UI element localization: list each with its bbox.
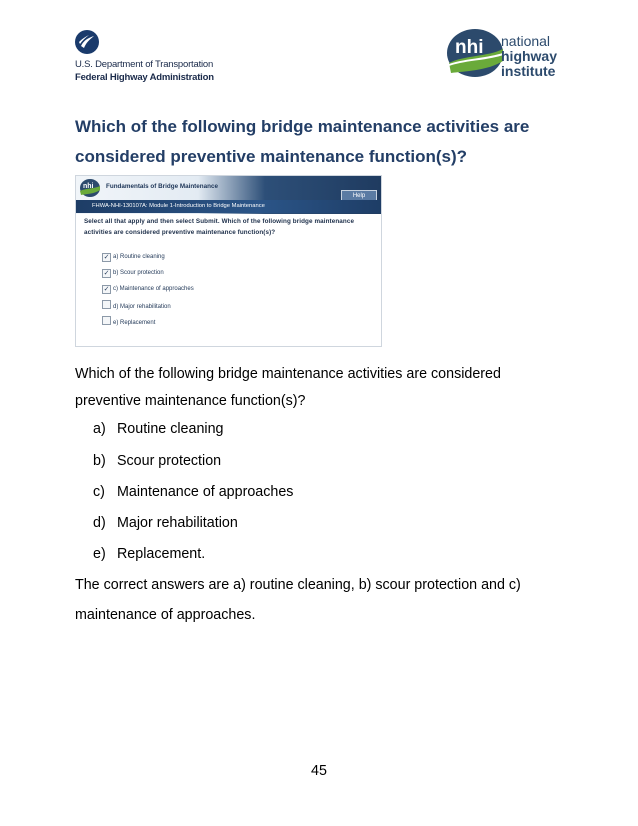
answer-letter: e) [93, 546, 106, 562]
answer-text: Scour protection [116, 453, 222, 469]
option-label: c) Maintenance of approaches [113, 286, 194, 292]
answer-text: Replacement. [116, 546, 206, 562]
answer-letter: a) [93, 421, 106, 437]
nhi-word-highway: highway [501, 48, 558, 64]
answer-text: Routine cleaning [116, 421, 224, 437]
dot-department-name: U.S. Department of Transportation [75, 59, 214, 70]
option-routine-cleaning[interactable] [102, 252, 165, 262]
page-number: 45 [311, 763, 327, 779]
module-title: FHWA-NHI-130107A: Module 1-Introduction to Bridge Maintenance [76, 200, 381, 213]
usdot-logo-icon [75, 30, 99, 54]
question-heading: Which of the following bridge maintenance activities are considered preventive maintenance function(s)? [75, 117, 530, 166]
answer-item [93, 514, 238, 532]
answer-text: Maintenance of approaches [116, 484, 294, 500]
answer-item [93, 483, 293, 501]
answer-item [93, 452, 221, 470]
answer-item [93, 545, 205, 563]
screenshot-instructions: Select all that apply and then select Submit. Which of the following bridge maintenance activities are considered preventive maintenance function(s)? [84, 218, 355, 236]
answer-item [93, 420, 224, 438]
nhi-wordmark [501, 34, 557, 79]
checkbox-unchecked-icon[interactable] [102, 300, 111, 309]
fhwa-name: Federal Highway Administration [75, 72, 214, 83]
nhi-logo-text: nhi [455, 37, 484, 58]
answer-letter: d) [93, 515, 106, 531]
checkbox-checked-icon[interactable]: ✓ [103, 270, 110, 277]
nhi-small-logo-text: nhi [83, 183, 94, 190]
course-title: Fundamentals of Bridge Maintenance [106, 183, 218, 190]
option-label: a) Routine cleaning [113, 254, 165, 260]
nhi-word-institute: institute [501, 63, 556, 79]
answer-letter: c) [93, 484, 105, 500]
option-label: e) Replacement [113, 320, 156, 326]
nhi-small-logo-icon [79, 178, 101, 198]
answer-text: Major rehabilitation [116, 515, 238, 531]
checkbox-unchecked-icon[interactable] [102, 316, 111, 325]
option-major-rehabilitation[interactable] [102, 300, 171, 310]
body-question: Which of the following bridge maintenance activities are considered preventive maintenance function(s)? [75, 366, 501, 409]
checkbox-checked-icon[interactable]: ✓ [103, 254, 110, 261]
screenshot-banner [76, 176, 381, 214]
help-button[interactable]: Help [341, 190, 377, 202]
option-scour-protection[interactable] [102, 268, 164, 278]
checkbox-checked-icon[interactable]: ✓ [103, 286, 110, 293]
option-label: b) Scour protection [113, 270, 164, 276]
nhi-logo-icon [445, 27, 507, 81]
course-screenshot [75, 175, 382, 347]
option-label: d) Major rehabilitation [113, 304, 171, 310]
nhi-word-national: national [501, 33, 551, 49]
option-maintenance-of-approaches[interactable] [102, 284, 194, 294]
correct-answer-explanation: The correct answers are a) routine cleaning, b) scour protection and c) maintenance of approaches. [75, 577, 521, 623]
option-replacement[interactable] [102, 316, 155, 326]
answer-letter: b) [93, 453, 106, 469]
